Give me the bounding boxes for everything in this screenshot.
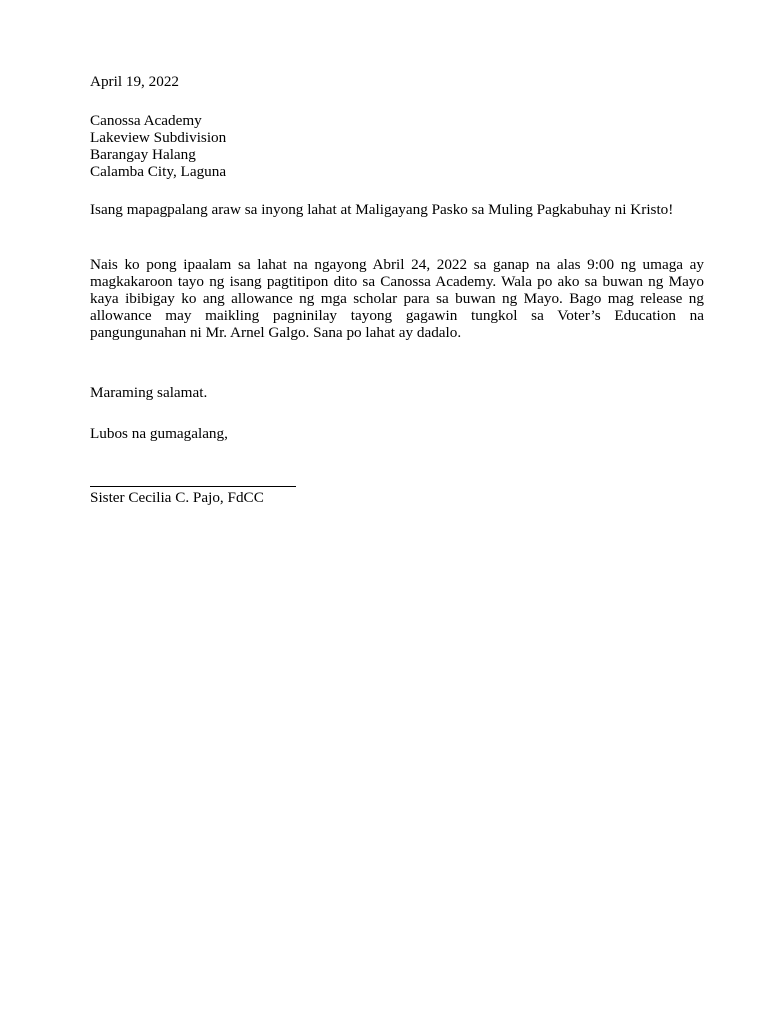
letter-thanks: Maraming salamat. [90,384,208,401]
address-line: Barangay Halang [90,146,196,163]
letter-date: April 19, 2022 [90,73,180,90]
signature-line [90,486,296,487]
signatory-name: Sister Cecilia C. Pajo, FdCC [90,489,264,506]
address-line: Lakeview Subdivision [90,129,227,146]
recipient-address [90,112,704,180]
letter-closing: Lubos na gumagalang, [90,425,228,442]
address-line: Calamba City, Laguna [90,163,227,180]
letter-body: Nais ko pong ipaalam sa lahat na ngayong Abril 24, 2022 sa ganap na alas 9:00 ng umaga ay magkakaroon tayo ng isang pagtitipon dito sa Canossa Academy. Wala po ako sa buwan ng Mayo kaya ibibigay ko ang allowance ng mga scholar para sa buwan ng Mayo. Bago mag release ng allowance may maikling pagninilay tayong gagawin tungkol sa Voter’s Education na pangungunahan ni Mr. Arnel Galgo. Sana po lahat ay dadalo. [90,256,704,341]
address-line: Canossa Academy [90,112,202,129]
letter-greeting: Isang mapagpalang araw sa inyong lahat at Maligayang Pasko sa Muling Pagkabuhay ni Kristo! [90,201,674,218]
